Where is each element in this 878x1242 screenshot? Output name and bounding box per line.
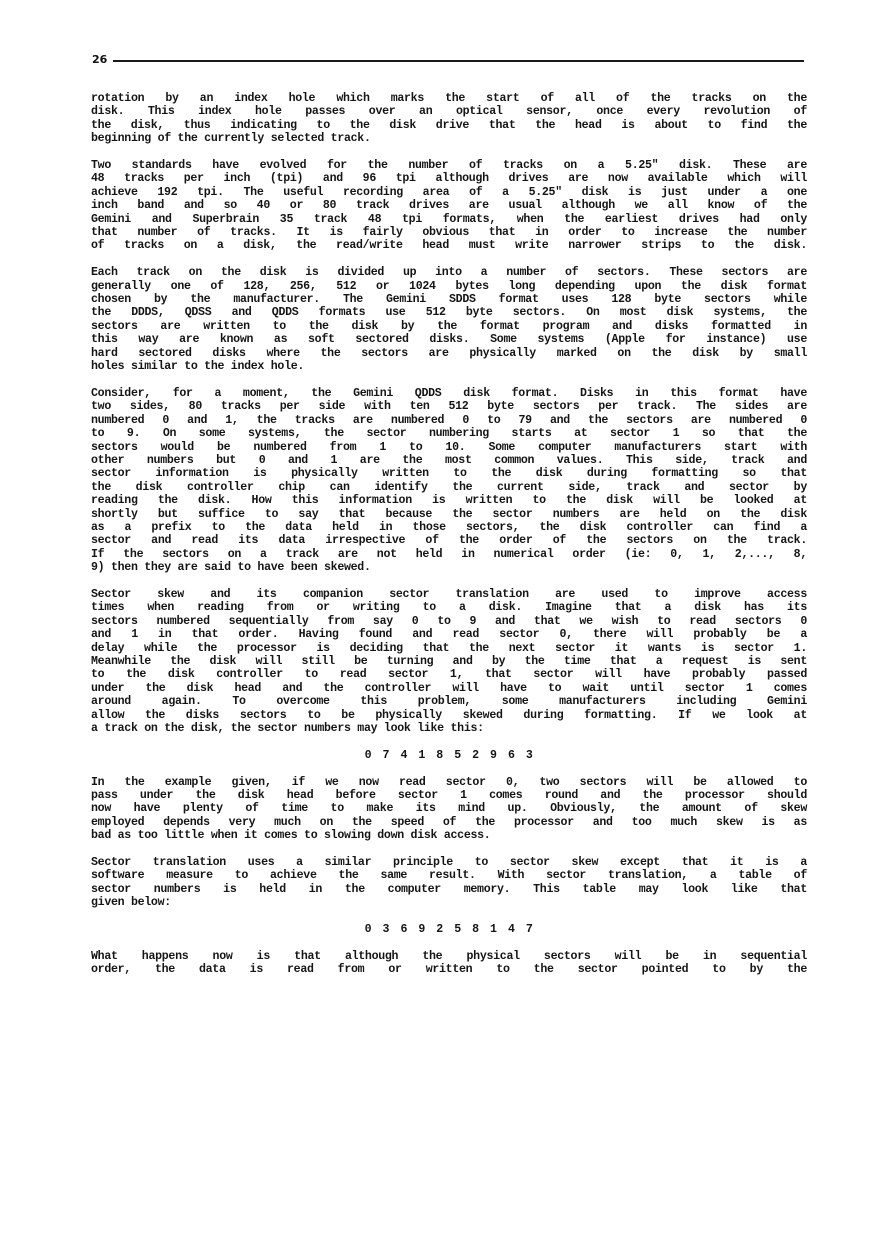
text-line: around again. To overcome this problem, some manufacturers including Gemini	[91, 695, 807, 709]
text-line: Each track on the disk is divided up into a number of sectors. These sectors are	[91, 266, 807, 280]
text-line: given below:	[91, 896, 171, 910]
text-line: Sector translation uses a similar principle to sector skew except that it is a	[91, 856, 807, 870]
text-line: sectors are written to the disk by the format program and disks formatted in	[91, 319, 807, 333]
header-rule	[113, 60, 804, 62]
translation-table: 0 3 6 9 2 5 8 1 4 7	[364, 923, 534, 937]
page-number: 26	[92, 53, 108, 66]
text-line: chosen by the manufacturer. The Gemini SDDS format uses 128 byte sectors while	[91, 293, 807, 307]
text-line: Meanwhile the disk will still be turning and by the time that a request is sent	[91, 655, 807, 668]
text-line: to the disk controller to read sector 1, that sector will have probably passed	[91, 668, 807, 682]
text-line: 48 tracks per inch (tpi) and 96 tpi although drives are now available which will	[91, 172, 807, 186]
text-line: beginning of the currently selected track.	[91, 132, 371, 146]
text-line: What happens now is that although the physical sectors will be in sequential	[91, 949, 807, 963]
text-line: shortly but suffice to say that because the sector numbers are held on the disk	[91, 507, 807, 521]
text-line: the DDDS, QDSS and QDDS formats use 512 byte sectors. On most disk systems, the	[91, 306, 807, 320]
text-line: sector and read its data irrespective of the order of the sectors on the track.	[91, 534, 807, 548]
text-line: rotation by an index hole which marks the start of all of the tracks on the	[91, 92, 807, 105]
text-line: to 9. On some systems, the sector numbering starts at sector 1 so that the	[91, 427, 807, 441]
skew-sequence: 0 7 4 1 8 5 2 9 6 3	[364, 748, 534, 762]
text-line: two sides, 80 tracks per side with ten 512 byte sectors per track. The sides are	[91, 400, 807, 414]
text-line: Two standards have evolved for the number of tracks on a 5.25" disk. These are	[91, 159, 807, 173]
text-line: allow the disks sectors to be physically skewed during formatting. If we look at	[91, 708, 807, 722]
text-line: sectors numbered sequentially from say 0 to 9 and that we wish to read sectors 0	[91, 614, 807, 628]
paragraph-qdds-format	[91, 387, 807, 575]
text-line: as a prefix to the data held in those sectors, the disk controller can find a	[91, 520, 807, 534]
text-line: sectors would be numbered from 1 to 10. Some computer manufacturers start with	[91, 440, 807, 454]
text-line: that number of tracks. It is fairly obvious that in order to increase the number	[91, 226, 807, 240]
text-line: disk. This index hole passes over an optical sensor, once every revolution of	[91, 105, 807, 119]
text-line: the disk controller chip can identify the current side, track and sector by	[91, 480, 807, 494]
text-line: a track on the disk, the sector numbers may look like this:	[91, 722, 484, 736]
paragraph-index-hole	[91, 92, 807, 146]
text-line: holes similar to the index hole.	[91, 360, 305, 374]
text-line: Consider, for a moment, the Gemini QDDS disk format. Disks in this format have	[91, 386, 807, 400]
text-line: reading the disk. How this information is written to the disk will be looked at	[91, 494, 807, 508]
text-line: this way are known as soft sectored disks. Some systems (Apple for instance) use	[91, 333, 807, 347]
text-line: bad as too little when it comes to slowing down disk access.	[91, 829, 491, 843]
text-line: under the disk head and the controller will have to wait until sector 1 comes	[91, 681, 807, 695]
text-line: numbered 0 and 1, the tracks are numbered 0 to 79 and the sectors are numbered 0	[91, 413, 807, 427]
paragraph-what-happens	[91, 950, 807, 977]
text-line: now have plenty of time to make its mind up. Obviously, the amount of skew	[91, 802, 807, 816]
paragraph-sector-skew	[91, 588, 807, 735]
text-line: of tracks on a disk, the read/write head must write narrower strips to the disk.	[91, 239, 807, 253]
text-line: pass under the disk head before sector 1 comes round and the processor should	[91, 789, 807, 803]
text-line: Gemini and Superbrain 35 track 48 tpi formats, when the earliest drives had only	[91, 212, 807, 226]
page-body	[91, 92, 807, 990]
page-header	[92, 52, 804, 68]
text-line: achieve 192 tpi. The useful recording area of a 5.25" disk is just under a one	[91, 185, 807, 199]
text-line: sector numbers is held in the computer memory. This table may look like that	[91, 882, 807, 896]
paragraph-sector-translation	[91, 856, 807, 910]
text-line: inch band and so 40 or 80 track drives are usual although we all know of the	[91, 199, 807, 213]
text-line: employed depends very much on the speed of the processor and too much skew is as	[91, 815, 807, 829]
text-line: hard sectored disks where the sectors are physically marked on the disk by small	[91, 346, 807, 360]
paragraph-track-standards	[91, 159, 807, 253]
text-line: sector information is physically written to the disk during formatting so that	[91, 467, 807, 481]
text-line: other numbers but 0 and 1 are the most common values. This side, track and	[91, 453, 807, 467]
text-line: In the example given, if we now read sector 0, two sectors will be allowed to	[91, 775, 807, 789]
text-line: generally one of 128, 256, 512 or 1024 bytes long depending upon the disk format	[91, 279, 807, 293]
text-line: 9) then they are said to have been skewed.	[91, 561, 371, 575]
text-line: software measure to achieve the same result. With sector translation, a table of	[91, 869, 807, 883]
paragraph-skew-example	[91, 776, 807, 843]
paragraph-sectors	[91, 266, 807, 373]
text-line: If the sectors on a track are not held in numerical order (ie: 0, 1, 2,..., 8,	[91, 547, 807, 561]
text-line: and 1 in that order. Having found and read sector 0, there will probably be a	[91, 628, 807, 642]
text-line: delay while the processor is deciding that the next sector it wants is sector 1.	[91, 641, 807, 655]
text-line: Sector skew and its companion sector translation are used to improve access	[91, 587, 807, 601]
text-line: order, the data is read from or written to the sector pointed to by the	[91, 963, 807, 977]
text-line: times when reading from or writing to a disk. Imagine that a disk has its	[91, 601, 807, 615]
text-line: the disk, thus indicating to the disk drive that the head is about to find the	[91, 118, 807, 132]
